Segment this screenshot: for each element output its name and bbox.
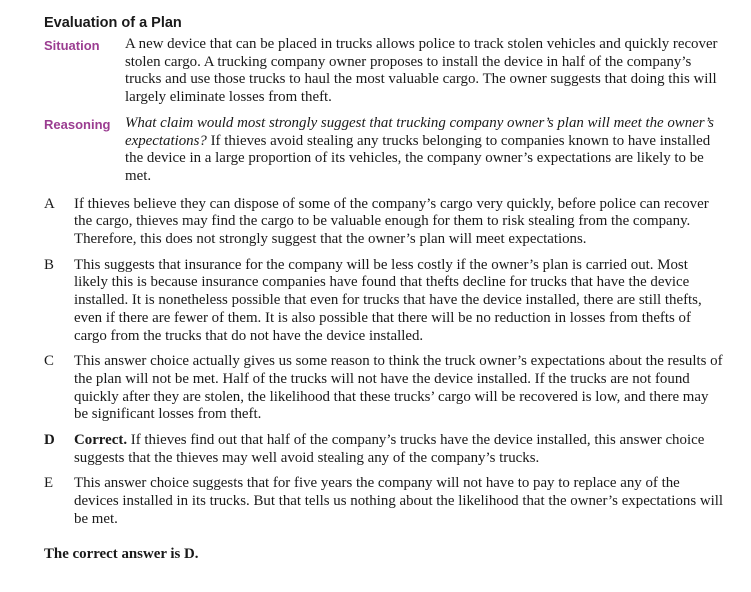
answer-text: This suggests that insurance for the company will be less costly if the owner’s plan is carried out. Most likely this is because insurance companies have found that thefts decline for trucks that have the device installed. It is nonetheless possible that even for trucks that have the device installed, there are still thefts, even if there are fewer of them. It is also possible that there will be no reduction in losses from thefts of cargo from the trucks that do not have the device installed.: [74, 256, 702, 344]
explanation-page: [44, 14, 724, 563]
answer-explanation: If thieves find out that half of the company’s trucks have the device installed, this answer choice suggests that the thieves may well avoid stealing any of the company’s trucks.: [74, 432, 705, 466]
answer-choice-a: [44, 196, 724, 249]
answer-letter: B: [44, 256, 54, 273]
answer-letter: A: [44, 195, 55, 212]
answer-choice-d: [44, 432, 724, 467]
reasoning-text: [125, 115, 721, 186]
section-title: Evaluation of a Plan: [44, 15, 182, 31]
answer-choice-e: [44, 475, 724, 528]
answer-text: If thieves believe they can dispose of some of the company’s cargo very quickly, before police can recover the cargo, thieves may find the cargo to be valuable enough for them to risk stealing from the company. Therefore, this does not strongly suggest that the owner’s plan will meet expectations.: [74, 195, 709, 248]
reasoning-explanation: If thieves avoid stealing any trucks belonging to companies known to have installed the device in a large proportion of its vehicles, the company owner’s expectations are likely to be met.: [125, 132, 711, 184]
situation-text: A new device that can be placed in trucks allows police to track stolen vehicles and quickly recover stolen cargo. A trucking company owner proposes to install the device in half of the company’s trucks and use those trucks to haul the most valuable cargo. The owner suggests that doing this will largely eliminate losses from theft.: [125, 36, 718, 106]
situation-block: [44, 36, 724, 107]
answer-text: [74, 432, 724, 467]
reasoning-label: Reasoning: [44, 116, 111, 132]
correct-label: Correct.: [74, 432, 128, 449]
situation-label: Situation: [44, 38, 100, 53]
final-answer: The correct answer is D.: [44, 545, 199, 562]
answer-choice-c: [44, 353, 724, 424]
answer-choice-b: [44, 257, 724, 346]
answer-text: This answer choice suggests that for five years the company will not have to pay to replace any of the devices installed in its trucks. But that tells us nothing about the likelihood that the owner’s expectations will be met.: [74, 475, 724, 527]
answer-text: This answer choice actually gives us some reason to think the truck owner’s expectations about the results of the plan will not be met. Half of the trucks will not have the device installed. If the trucks are not found quickly after they are stolen, the likelihood that these trucks’ cargo will be recovered is low, and there may be significant losses from theft.: [74, 353, 723, 423]
reasoning-question: What claim would most strongly suggest that trucking company owner’s plan will meet the owner’s expectations?: [125, 114, 714, 149]
answer-letter: D: [44, 432, 55, 449]
answer-letter: E: [44, 475, 54, 492]
answer-letter: C: [44, 353, 54, 370]
reasoning-block: [44, 115, 724, 186]
answer-choices: [44, 196, 724, 529]
